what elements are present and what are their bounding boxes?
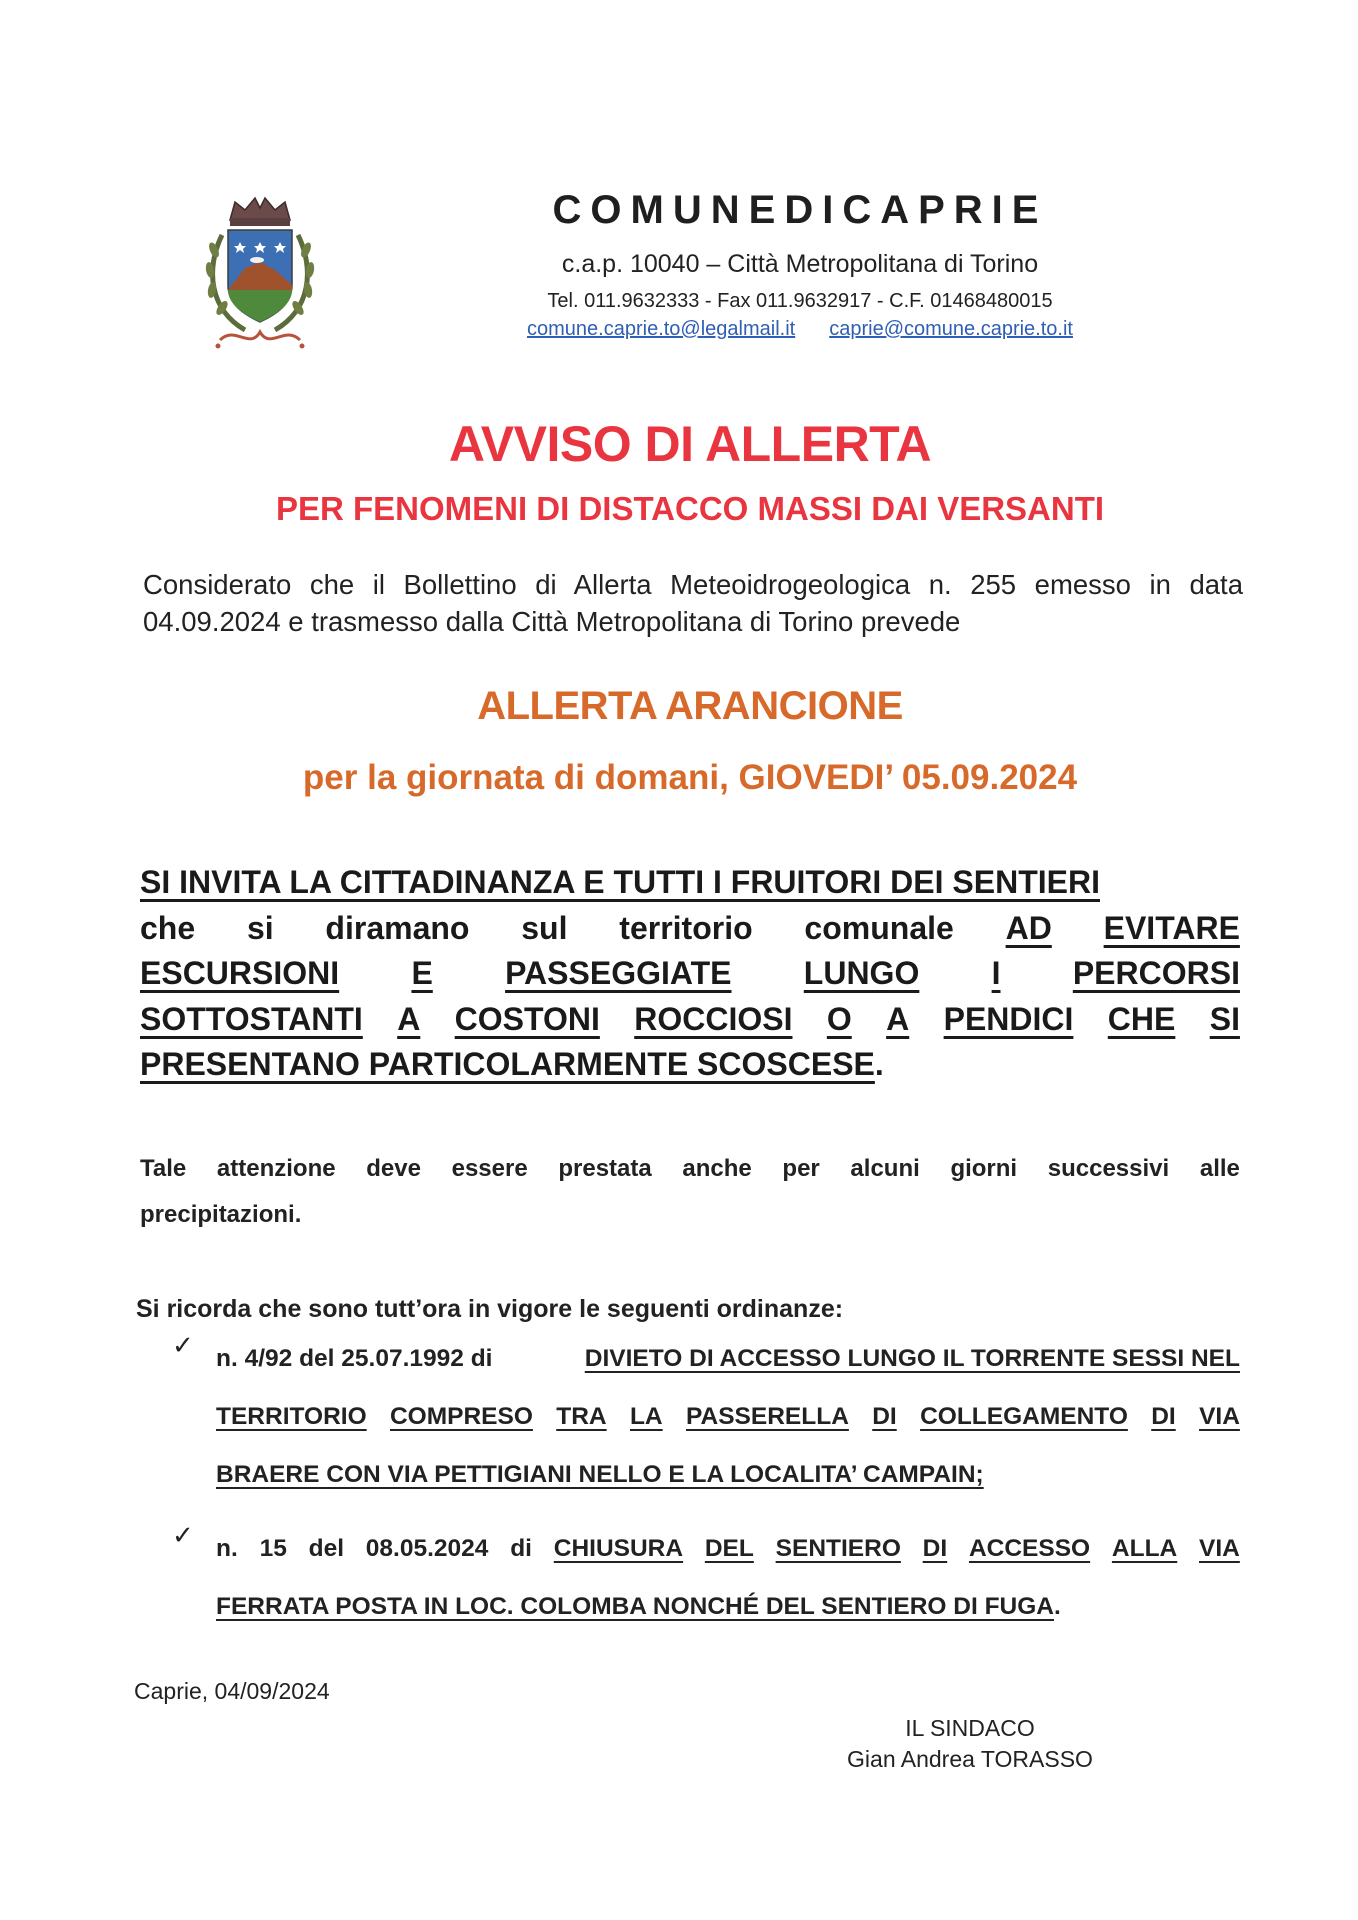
- ordinance-line: [216, 1330, 1240, 1388]
- note-word: alle: [1199, 1155, 1240, 1182]
- ordinance-text: BRAERE CON VIA PETTIGIANI NELLO E LA LOCALITA’ CAMPAIN;: [216, 1461, 984, 1488]
- notice-title: AVVISO DI ALLERTA: [448, 416, 932, 472]
- checkmark-icon: ✓: [172, 1330, 194, 1360]
- ordinance-word: COMPRESO: [389, 1403, 533, 1430]
- organization-emails: [470, 318, 1130, 341]
- invite-line: SI INVITA LA CITTADINANZA E TUTTI I FRUITORI DEI SENTIERI: [140, 864, 1100, 900]
- note-line: [140, 1146, 1240, 1192]
- invite-word: PENDICI: [943, 1000, 1074, 1037]
- invite-line: [140, 951, 1240, 997]
- invite-word: LUNGO: [803, 955, 920, 991]
- organization-name: COMUNEDICAPRIE: [552, 188, 1048, 232]
- note-word: alcuni: [850, 1155, 920, 1182]
- invite-word: che: [140, 909, 196, 946]
- ordinance-item: [172, 1520, 1240, 1636]
- ordinance-word: CHIUSURA: [553, 1535, 684, 1562]
- ordinance-line: [216, 1446, 1240, 1504]
- pec-email-link[interactable]: comune.caprie.to@legalmail.it: [527, 318, 796, 340]
- invite-word: CHE: [1107, 1000, 1176, 1037]
- ordinance-word: DI: [1151, 1403, 1176, 1430]
- ordinance-word: VIA: [1199, 1403, 1240, 1430]
- note-word: attenzione: [216, 1155, 336, 1182]
- invite-word: EVITARE: [1103, 909, 1240, 946]
- ordinance-word: SENTIERO: [775, 1535, 901, 1562]
- checkmark-icon: ✓: [172, 1520, 194, 1550]
- invite-word: si: [246, 909, 274, 946]
- invite-line: [140, 906, 1240, 952]
- ordinance-word: 15: [259, 1535, 287, 1562]
- ordinance-word: COLLEGAMENTO: [920, 1403, 1128, 1430]
- note-word: prestata: [558, 1155, 652, 1182]
- place-date: Caprie, 04/09/2024: [134, 1678, 330, 1704]
- invite-word: O: [826, 1000, 852, 1037]
- invite-word: AD: [1005, 909, 1052, 946]
- note-word: giorni: [950, 1155, 1018, 1182]
- invite-word: ROCCIOSI: [634, 1000, 793, 1037]
- alert-level: ALLERTA ARANCIONE: [477, 684, 903, 728]
- invite-text: .: [874, 1046, 884, 1082]
- ordinance-word: VIA: [1199, 1535, 1240, 1562]
- invite-word: PASSEGGIATE: [505, 955, 732, 991]
- note-word: per: [782, 1155, 820, 1182]
- note-paragraph: [140, 1146, 1240, 1238]
- invite-word: SI: [1209, 1000, 1240, 1037]
- ordinance-word: 08.05.2024: [365, 1535, 489, 1562]
- ordinance-word: ACCESSO: [968, 1535, 1091, 1562]
- note-word: deve: [366, 1155, 421, 1182]
- organization-contacts: Tel. 011.9632333 - Fax 011.9632917 - C.F. 01468480015: [547, 290, 1053, 312]
- invite-word: COSTONI: [454, 1000, 600, 1037]
- note-line: [140, 1192, 1240, 1238]
- note-word: anche: [682, 1155, 752, 1182]
- note-word: essere: [451, 1155, 528, 1182]
- invite-text: PRESENTANO PARTICOLARMENTE SCOSCESE: [140, 1046, 875, 1082]
- invite-word: ESCURSIONI: [140, 955, 340, 991]
- notice-subtitle: PER FENOMENI DI DISTACCO MASSI DAI VERSANTI: [275, 490, 1105, 527]
- invite-word: SOTTOSTANTI: [140, 1000, 363, 1037]
- invite-word: diramano: [325, 909, 470, 946]
- ordinance-line: [216, 1520, 1240, 1578]
- note-text: precipitazioni.: [140, 1201, 302, 1228]
- organization-address: c.a.p. 10040 – Città Metropolitana di Torino: [561, 250, 1039, 278]
- invite-line: [140, 997, 1240, 1043]
- note-word: successivi: [1047, 1155, 1170, 1182]
- intro-paragraph: Considerato che il Bollettino di Allerta Meteoidrogeologica n. 255 emesso in data 04.09.2024 e trasmesso dalla Città Metropolitana di Torino prevede: [143, 569, 1243, 637]
- ordinance-word: DEL: [704, 1535, 754, 1562]
- ordinance-word: LA: [629, 1403, 663, 1430]
- ordinance-word: TERRITORIO: [216, 1403, 367, 1430]
- email-link[interactable]: caprie@comune.caprie.to.it: [829, 318, 1073, 340]
- signer-name: Gian Andrea TORASSO: [847, 1746, 1093, 1772]
- invite-paragraph: [140, 860, 1240, 1088]
- alert-day: per la giornata di domani, GIOVEDI’ 05.09.2024: [302, 758, 1078, 797]
- signature-block: [780, 1713, 1160, 1775]
- ordinance-word: TRA: [556, 1403, 607, 1430]
- invite-word: A: [397, 1000, 421, 1037]
- ordinance-line: [216, 1388, 1240, 1446]
- ordinance-word: DI: [922, 1535, 948, 1562]
- ordinance-text: DIVIETO DI ACCESSO LUNGO IL TORRENTE SESSI NEL: [584, 1345, 1240, 1372]
- invite-word: PERCORSI: [1072, 955, 1240, 991]
- ordinance-word: ALLA: [1111, 1535, 1178, 1562]
- ordinance-ref: n. 4/92 del 25.07.1992 di: [216, 1345, 493, 1372]
- invite-word: comunale: [804, 909, 954, 946]
- ordinance-item: [172, 1330, 1240, 1504]
- coat-of-arms-icon: [200, 190, 320, 355]
- ordinance-word: del: [308, 1535, 345, 1562]
- reminder-text: Si ricorda che sono tutt’ora in vigore le seguenti ordinanze:: [136, 1295, 844, 1323]
- ordinance-word: DI: [872, 1403, 897, 1430]
- ordinance-line: [216, 1578, 1240, 1636]
- ordinance-word: di: [510, 1535, 532, 1562]
- invite-word: territorio: [619, 909, 753, 946]
- ordinance-text: FERRATA POSTA IN LOC. COLOMBA NONCHÉ DEL SENTIERO DI FUGA: [216, 1593, 1054, 1620]
- invite-word: sul: [521, 909, 568, 946]
- invite-line: [140, 1042, 1240, 1088]
- ordinance-word: PASSERELLA: [685, 1403, 849, 1430]
- invite-word: I: [991, 955, 1001, 991]
- signer-role: IL SINDACO: [905, 1715, 1035, 1741]
- ordinance-text: .: [1054, 1593, 1061, 1620]
- invite-word: E: [411, 955, 433, 991]
- note-word: Tale: [140, 1155, 187, 1182]
- invite-word: A: [886, 1000, 910, 1037]
- ordinance-word: n.: [216, 1535, 238, 1562]
